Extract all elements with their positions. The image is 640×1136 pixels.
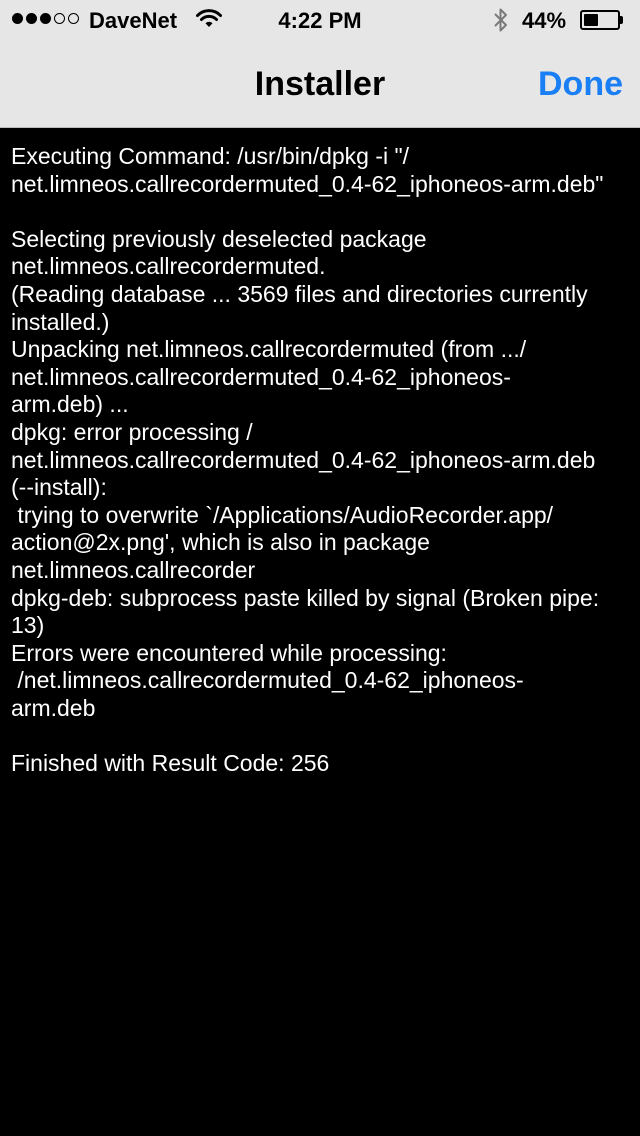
- battery-percentage: 44%: [522, 8, 567, 33]
- console-line: dpkg: error processing /: [11, 418, 253, 445]
- console-line: (--install):: [11, 474, 107, 501]
- console-line: trying to overwrite `/Applications/AudioRecorder.app/: [11, 501, 554, 528]
- console-output: [11, 143, 633, 778]
- console-line: net.limneos.callrecordermuted_0.4-62_iphoneos-arm.deb: [11, 446, 596, 473]
- console-line: dpkg-deb: subprocess paste killed by signal (Broken pipe:: [11, 584, 600, 611]
- battery-body: [580, 10, 620, 30]
- carrier-name: DaveNet: [89, 8, 178, 33]
- console-line: Unpacking net.limneos.callrecordermuted (from .../: [11, 336, 527, 363]
- battery-level-fill: [584, 14, 598, 26]
- battery-tip: [620, 16, 623, 24]
- console-line: (Reading database ... 3569 files and directories currently: [11, 280, 588, 307]
- battery-icon: [580, 10, 624, 30]
- status-bar: [0, 0, 640, 40]
- console-line: Selecting previously deselected package: [11, 225, 427, 252]
- console-line: arm.deb: [11, 694, 96, 721]
- navigation-bar: [0, 40, 640, 128]
- console-line: [11, 198, 633, 226]
- console-line: net.limneos.callrecordermuted_0.4-62_iphoneos-arm.deb": [11, 170, 604, 197]
- console-line: Errors were encountered while processing:: [11, 639, 447, 666]
- bluetooth-icon: [492, 6, 510, 40]
- console-line: action@2x.png', which is also in package: [11, 529, 430, 556]
- console-line: Finished with Result Code: 256: [11, 750, 330, 777]
- console-line: net.limneos.callrecordermuted.: [11, 253, 326, 280]
- console-line: arm.deb) ...: [11, 391, 129, 418]
- console-line: net.limneos.callrecordermuted_0.4-62_iphoneos-: [11, 363, 511, 390]
- console-line: installed.): [11, 308, 110, 335]
- console-line: /net.limneos.callrecordermuted_0.4-62_iphoneos-: [11, 667, 524, 694]
- clock: 4:22 PM: [278, 8, 362, 33]
- console-line: [11, 722, 633, 750]
- top-bar: [0, 0, 640, 128]
- page-title: Installer: [254, 65, 386, 103]
- console-line: Executing Command: /usr/bin/dpkg -i "/: [11, 143, 410, 169]
- done-button[interactable]: Done: [538, 65, 623, 103]
- console-line: 13): [11, 612, 45, 639]
- console-line: net.limneos.callrecorder: [11, 556, 256, 583]
